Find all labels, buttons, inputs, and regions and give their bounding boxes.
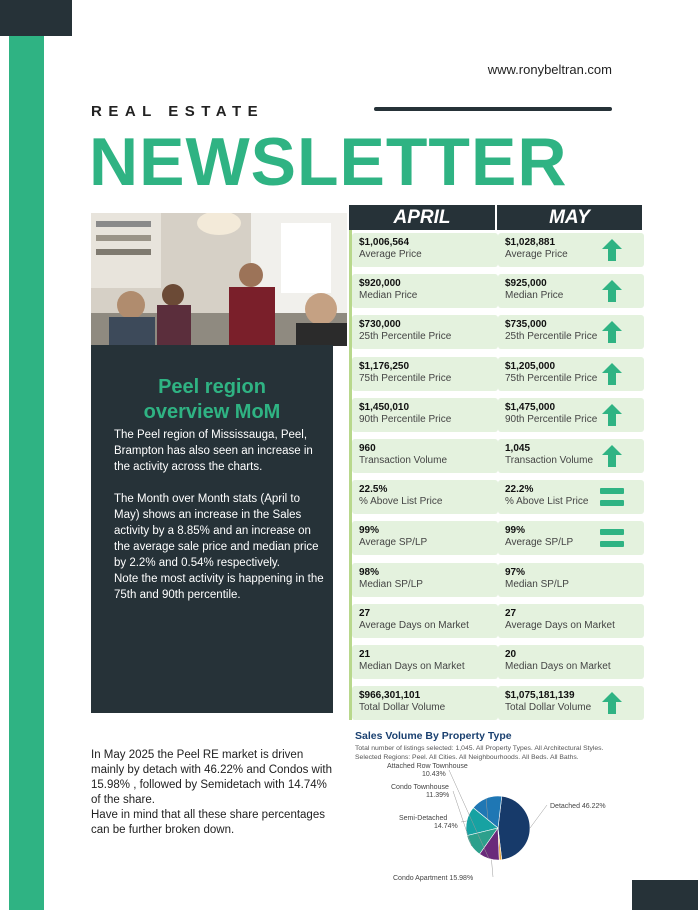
april-stat-cell: [352, 233, 498, 267]
may-stat-value: $735,000: [505, 319, 547, 330]
pie-subtitle-line2: Selected Regions: Peel. All Cities. All Neighbourhoods. All Beds. All Baths.: [355, 754, 579, 761]
overview-title-line1: Peel region: [158, 376, 266, 398]
april-stat-value: 22.5%: [359, 484, 388, 495]
overview-panel: [91, 345, 333, 713]
trend-up-arrow-icon: [602, 363, 622, 385]
pie-slice: [498, 796, 530, 860]
may-stat-cell: [498, 398, 644, 432]
pie-subtitle: [355, 744, 655, 762]
market-summary: [91, 748, 336, 838]
april-stat-value: $1,176,250: [359, 361, 410, 372]
may-stat-value: 22.2%: [505, 484, 534, 495]
may-stat-cell: [498, 274, 644, 308]
pie-slice-label: Condo Townhouse 11.39%: [391, 784, 450, 799]
april-stat-value: 98%: [359, 567, 380, 578]
april-stat-label: 90th Percentile Price: [359, 414, 452, 425]
trend-up-arrow-icon: [602, 692, 622, 714]
may-stat-value: $1,205,000: [505, 361, 556, 372]
april-stat-cell: [352, 480, 498, 514]
april-stat-label: Total Dollar Volume: [359, 702, 446, 713]
april-stat-value: 27: [359, 608, 371, 619]
page-title: NEWSLETTER: [89, 124, 568, 200]
may-stat-value: 1,045: [505, 443, 531, 454]
april-stat-label: 25th Percentile Price: [359, 331, 452, 342]
april-stat-cell: [352, 645, 498, 679]
may-stat-label: Average SP/LP: [505, 537, 574, 548]
overview-text: [114, 427, 326, 603]
may-stat-cell: [498, 233, 644, 267]
april-stat-value: 960: [359, 443, 376, 454]
may-stat-value: $1,028,881: [505, 237, 556, 248]
may-stat-value: 97%: [505, 567, 526, 578]
april-stat-label: Median SP/LP: [359, 579, 423, 590]
may-stat-cell: [498, 315, 644, 349]
may-stat-label: Median Price: [505, 290, 564, 301]
trend-up-arrow-icon: [602, 280, 622, 302]
may-stat-label: Median SP/LP: [505, 579, 569, 590]
may-stat-label: % Above List Price: [505, 496, 589, 507]
pie-slice-label: Semi-Detached 14.74%: [399, 815, 458, 830]
april-stat-cell: [352, 686, 498, 720]
trend-up-arrow-icon: [602, 239, 622, 261]
april-stat-label: Median Days on Market: [359, 661, 465, 672]
april-stat-value: 21: [359, 649, 371, 660]
may-stat-cell: [498, 686, 644, 720]
may-stat-label: Average Price: [505, 249, 568, 260]
overview-paragraph-3: Note the most activity is happening in the 75th and 90th percentile.: [114, 573, 324, 601]
may-header: MAY: [549, 207, 590, 228]
april-stat-cell: [352, 357, 498, 391]
april-stat-cell: [352, 521, 498, 555]
pie-title: Sales Volume By Property Type: [355, 730, 512, 742]
april-stat-label: Average Days on Market: [359, 620, 469, 631]
trend-up-arrow-icon: [602, 321, 622, 343]
april-stat-label: Average Price: [359, 249, 422, 260]
may-stat-label: Transaction Volume: [505, 455, 594, 466]
may-stat-label: Total Dollar Volume: [505, 702, 592, 713]
market-summary-paragraph-2: Have in mind that all these share percentages can be further broken down.: [91, 809, 325, 836]
trend-up-arrow-icon: [602, 404, 622, 426]
may-stat-value: $1,475,000: [505, 402, 556, 413]
may-stat-value: $925,000: [505, 278, 547, 289]
april-stat-label: % Above List Price: [359, 496, 443, 507]
pie-slice-label: Attached Row Townhouse 10.43%: [387, 763, 468, 778]
april-stat-value: $920,000: [359, 278, 401, 289]
header-rule: [374, 107, 612, 111]
april-stat-cell: [352, 563, 498, 597]
april-stat-label: Median Price: [359, 290, 418, 301]
trend-equal-icon: [600, 488, 624, 506]
may-stat-value: $1,075,181,139: [505, 690, 575, 701]
may-stat-label: Average Days on Market: [505, 620, 615, 631]
may-stat-cell: [498, 645, 644, 679]
april-stat-label: 75th Percentile Price: [359, 373, 452, 384]
april-stat-value: $1,450,010: [359, 402, 410, 413]
market-summary-paragraph-1: In May 2025 the Peel RE market is driven mainly by detach with 46.22% and Condos with 15.98% , followed by Semidetach with 14.74% of the share.: [91, 749, 333, 806]
trend-equal-icon: [600, 529, 624, 547]
april-stat-cell: [352, 274, 498, 308]
overview-title-line2: overview MoM: [143, 401, 281, 423]
may-stat-cell: [498, 563, 644, 597]
pie-slice-label: Detached 46.22%: [550, 803, 606, 810]
kicker-heading: REAL ESTATE: [91, 103, 265, 120]
pie-subtitle-line1: Total number of listings selected: 1,045. All Property Types. All Architectural Styles.: [355, 745, 604, 752]
april-stat-label: Average SP/LP: [359, 537, 428, 548]
may-stat-value: 27: [505, 608, 517, 619]
meeting-photo: [91, 213, 347, 346]
may-stat-value: 99%: [505, 525, 526, 536]
april-stat-value: $730,000: [359, 319, 401, 330]
may-stat-cell: [498, 357, 644, 391]
april-stat-cell: [352, 604, 498, 638]
may-stat-label: 90th Percentile Price: [505, 414, 598, 425]
may-stat-cell: [498, 604, 644, 638]
april-stat-value: $966,301,101: [359, 690, 421, 701]
april-stat-cell: [352, 315, 498, 349]
overview-title: [91, 375, 333, 425]
april-stat-value: 99%: [359, 525, 380, 536]
pie-slice-label: Condo Apartment 15.98%: [393, 875, 474, 882]
april-stat-label: Transaction Volume: [359, 455, 448, 466]
trend-up-arrow-icon: [602, 445, 622, 467]
may-stat-label: Median Days on Market: [505, 661, 611, 672]
may-stat-label: 25th Percentile Price: [505, 331, 598, 342]
april-stat-cell: [352, 398, 498, 432]
overview-paragraph-1: The Peel region of Mississauga, Peel, Brampton has also seen an increase in the activity across the charts.: [114, 429, 313, 473]
may-stat-label: 75th Percentile Price: [505, 373, 598, 384]
side-accent-bar: [9, 36, 44, 910]
overview-paragraph-2: The Month over Month stats (April to May) shows an increase in the Sales activity by a 8.85% and an increase on the average sale price and median price by 2.2% and 0.54% respectively.: [114, 493, 319, 569]
may-stat-cell: [498, 439, 644, 473]
april-header: APRIL: [393, 207, 451, 228]
stats-header: [349, 205, 642, 230]
may-stat-value: 20: [505, 649, 517, 660]
april-stat-value: $1,006,564: [359, 237, 410, 248]
website-link[interactable]: www.ronybeltran.com: [487, 62, 612, 77]
corner-block-top-left: [0, 0, 72, 36]
april-stat-cell: [352, 439, 498, 473]
pie-chart: [355, 762, 655, 892]
